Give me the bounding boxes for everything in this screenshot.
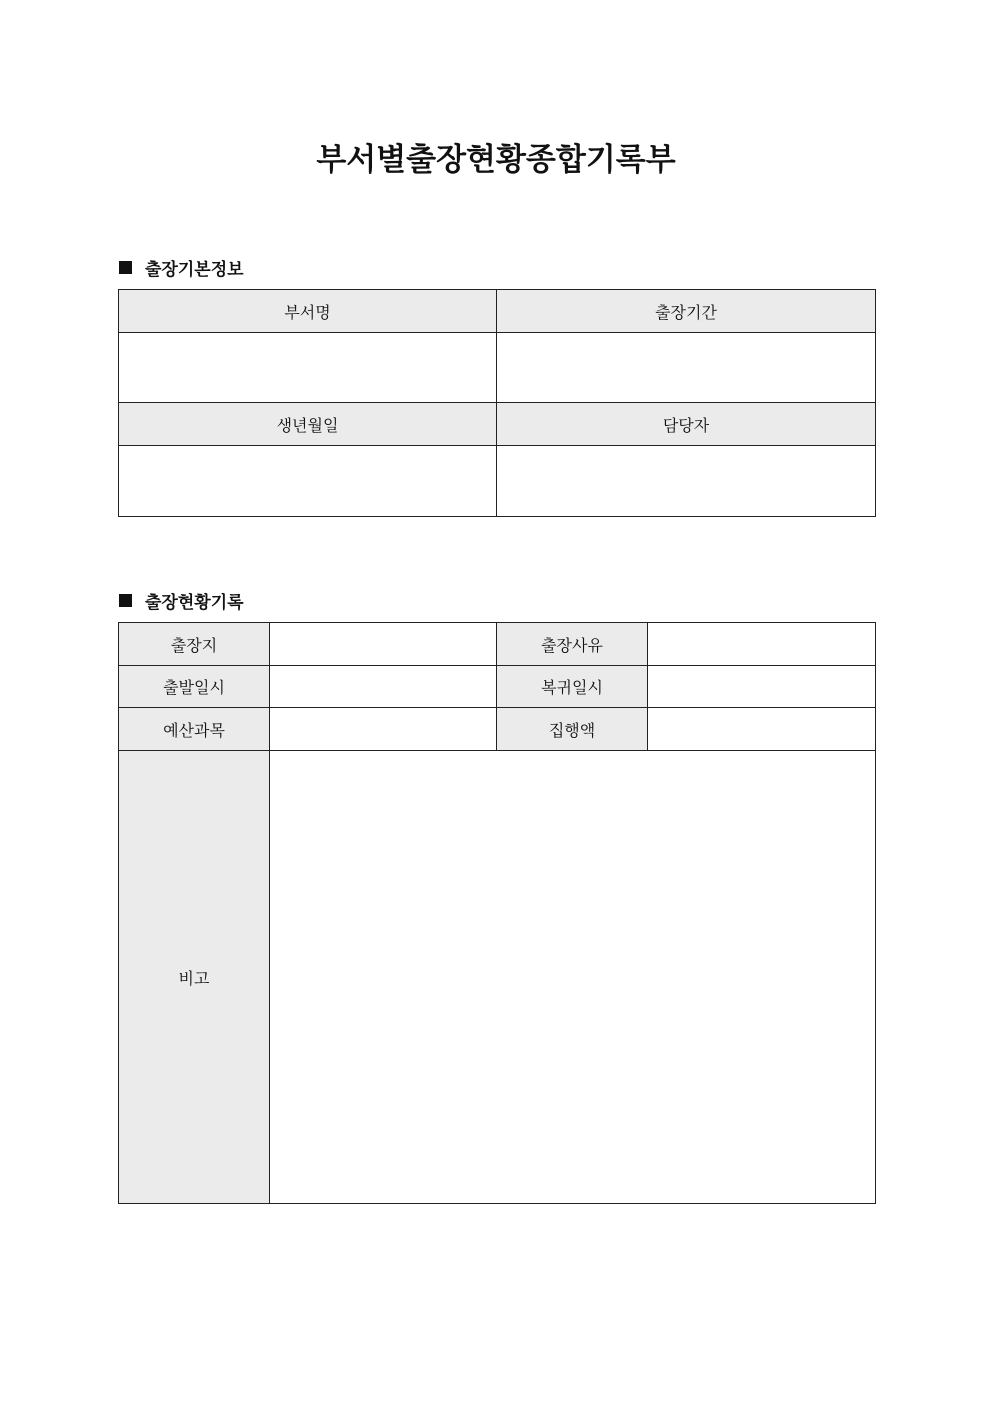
birthdate-field[interactable] [119, 446, 497, 517]
manager-field[interactable] [497, 446, 876, 517]
section-trip-record-title: 출장현황기록 [145, 593, 244, 613]
remarks-field[interactable] [270, 751, 876, 1204]
destination-field[interactable] [270, 623, 497, 666]
section-basic-info-title: 출장기본정보 [145, 260, 244, 280]
budget-item-label: 예산과목 [119, 708, 270, 751]
trip-period-label: 출장기간 [497, 290, 876, 333]
manager-label: 담당자 [497, 403, 876, 446]
destination-label: 출장지 [119, 623, 270, 666]
return-datetime-label: 복귀일시 [497, 666, 648, 708]
trip-period-field[interactable] [497, 333, 876, 403]
department-field[interactable] [119, 333, 497, 403]
trip-reason-field[interactable] [648, 623, 876, 666]
departure-datetime-field[interactable] [270, 666, 497, 708]
trip-record-table [118, 622, 876, 1204]
birthdate-label: 생년월일 [119, 403, 497, 446]
department-label: 부서명 [119, 290, 497, 333]
executed-amount-label: 집행액 [497, 708, 648, 751]
basic-info-table [118, 289, 876, 517]
return-datetime-field[interactable] [648, 666, 876, 708]
trip-reason-label: 출장사유 [497, 623, 648, 666]
square-bullet-icon [119, 261, 132, 274]
section-basic-info-heading [119, 255, 244, 280]
document-title: 부서별출장현황종합기록부 [316, 142, 676, 178]
section-trip-record-heading [119, 588, 244, 613]
departure-datetime-label: 출발일시 [119, 666, 270, 708]
budget-item-field[interactable] [270, 708, 497, 751]
executed-amount-field[interactable] [648, 708, 876, 751]
remarks-label: 비고 [119, 751, 270, 1204]
square-bullet-icon [119, 594, 132, 607]
